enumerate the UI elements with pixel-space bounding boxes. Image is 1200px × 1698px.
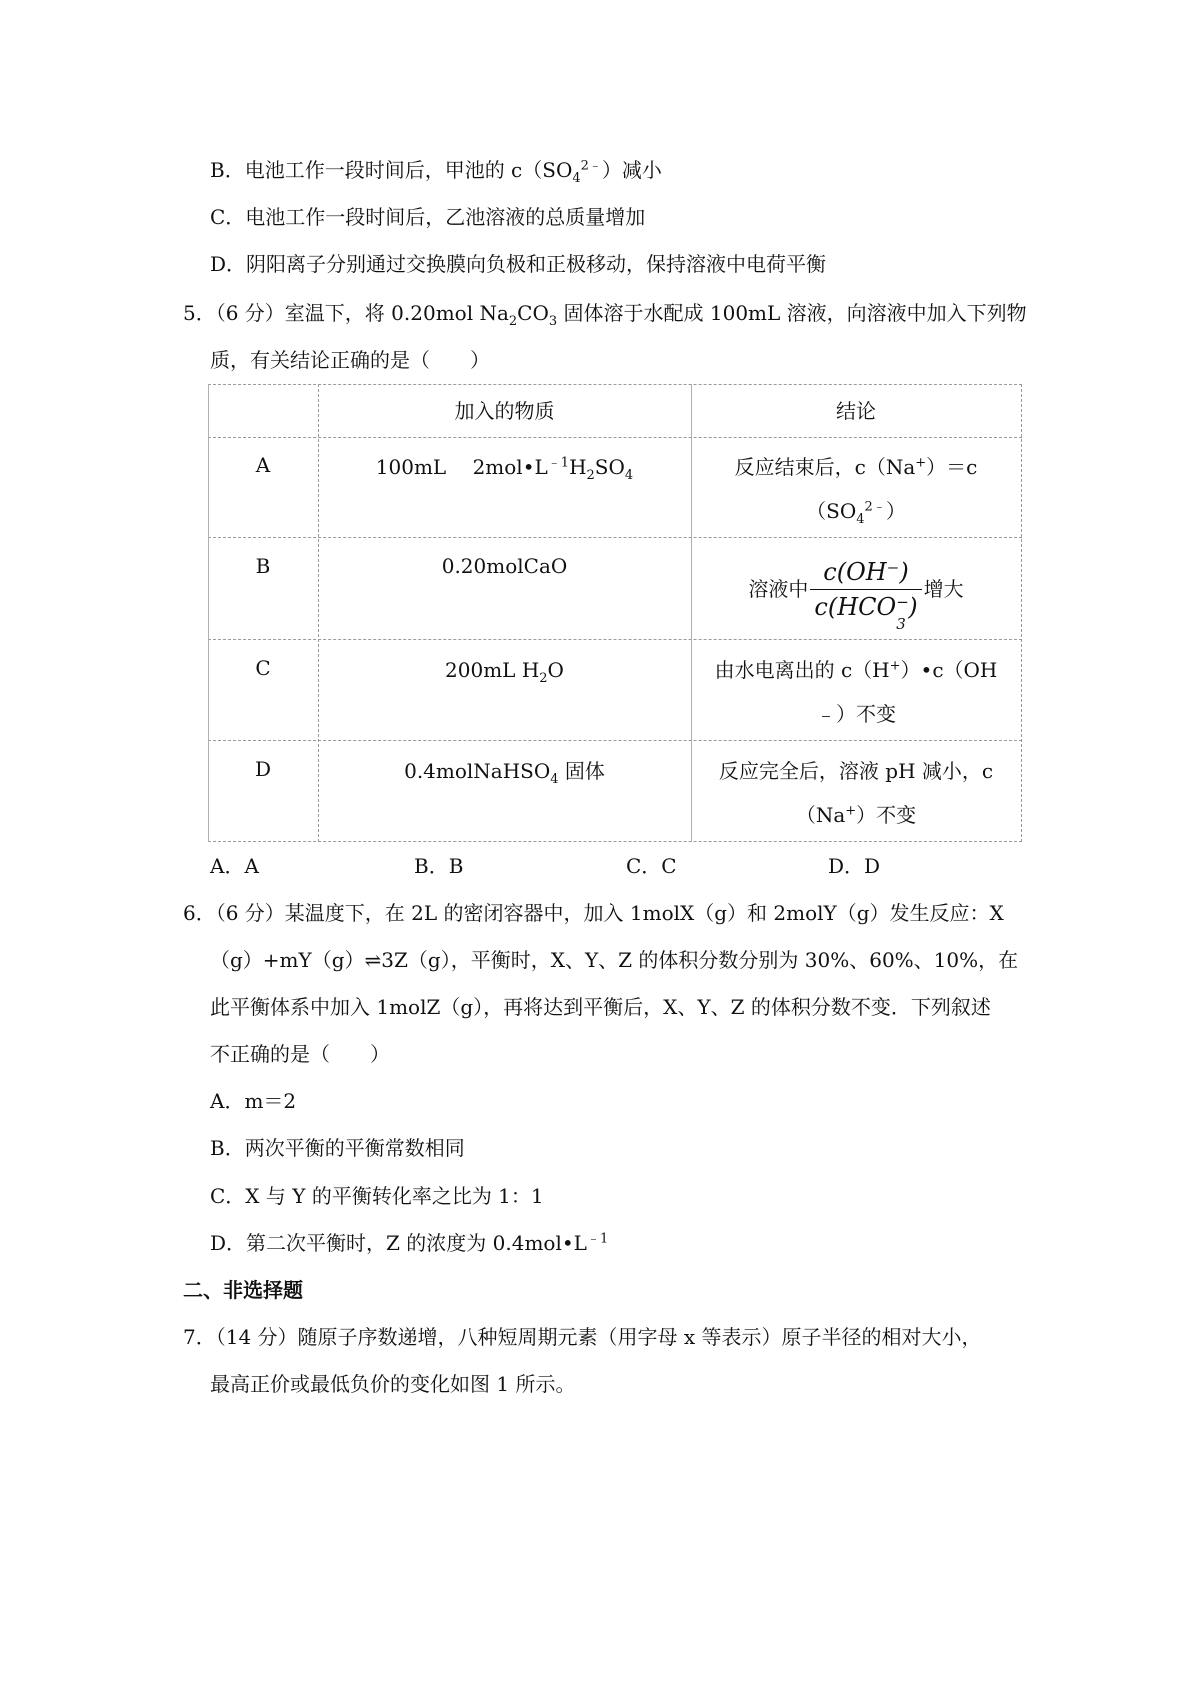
table-border (208, 537, 1022, 538)
subscript: 3 (896, 614, 906, 633)
q5-stem-b: CO (517, 301, 549, 325)
q6-stem-line4: 不正确的是（ ） (210, 1042, 390, 1066)
table-row-label: C (255, 656, 271, 680)
q5-table (208, 384, 1022, 842)
table-cell-substance: 0.20molCaO (441, 554, 568, 578)
substance-text: 100mL 2mol•L (375, 455, 548, 479)
conclusion-text: （SO (806, 499, 857, 523)
conclusion-text: 溶液中 (748, 577, 809, 601)
conclusion-text: ）＝c (926, 455, 978, 479)
table-cell-conclusion (691, 544, 1021, 634)
q6-option-d (210, 1229, 608, 1257)
subscript: 3 (548, 314, 558, 329)
superscript: + (915, 455, 927, 471)
table-cell-conclusion-line2 (691, 497, 1021, 525)
subscript: 4 (550, 772, 559, 787)
superscript: + (889, 658, 901, 674)
table-row-label: D (254, 757, 272, 781)
q4-option-b (210, 156, 662, 184)
table-row-label: B (255, 554, 271, 578)
subscript: 2 (508, 314, 518, 329)
q5-stem-a: 5．（6 分）室温下，将 0.20mol Na (183, 301, 509, 325)
substance-text: H (569, 455, 587, 479)
table-border (208, 437, 1022, 438)
substance-text: 固体 (558, 759, 605, 783)
q6-option-a: A．m＝2 (210, 1089, 297, 1113)
superscript: ﹣1 (586, 1231, 609, 1247)
ratio-fraction (810, 555, 921, 633)
q5-choice-c: C．C (626, 854, 677, 878)
substance-text: 0.4molNaHSO (404, 759, 551, 783)
q5-stem-line1 (183, 299, 1027, 327)
table-border (208, 384, 1022, 385)
q4-option-d: D．阴阳离子分别通过交换膜向负极和正极移动，保持溶液中电荷平衡 (210, 252, 827, 276)
q6-stem-line2: （g）+mY（g）⇌3Z（g），平衡时，X、Y、Z 的体积分数分别为 30%、60%、10%，在 (210, 948, 1019, 972)
denominator-text: c(HCO (814, 592, 897, 621)
q6-option-d-text: D．第二次平衡时，Z 的浓度为 0.4mol•L (210, 1231, 587, 1255)
subscript: 2 (586, 468, 595, 483)
table-header-substance: 加入的物质 (454, 399, 555, 423)
q7-stem-line2: 最高正价或最低负价的变化如图 1 所示。 (210, 1372, 576, 1396)
table-border (208, 740, 1022, 741)
substance-text: O (547, 658, 564, 682)
table-cell-substance (318, 453, 691, 481)
table-border (1021, 384, 1022, 842)
sub-sup-stack (896, 592, 909, 633)
superscript: 2﹣ (864, 499, 886, 515)
conclusion-text: 反应结束后，c（Na (734, 455, 916, 479)
conclusion-text: 由水电离出的 c（H (714, 658, 890, 682)
table-cell-conclusion: 反应完全后，溶液 pH 减小，c (718, 759, 994, 783)
table-cell-substance (318, 656, 691, 684)
superscript: − (896, 592, 909, 611)
q5-stem-line2: 质，有关结论正确的是（ ） (210, 348, 490, 372)
substance-text: 200mL H (445, 658, 540, 682)
q6-stem-line1: 6．（6 分）某温度下，在 2L 的密闭容器中，加入 1molX（g）和 2molY（g）发生反应：X (183, 901, 1004, 925)
conclusion-text: 增大 (923, 577, 964, 601)
denominator-text: ) (908, 592, 918, 621)
q4-option-c: C．电池工作一段时间后，乙池溶液的总质量增加 (210, 205, 646, 229)
q5-stem-c: 固体溶于水配成 100mL 溶液，向溶液中加入下列物 (557, 301, 1027, 325)
table-cell-conclusion-line2: ﹣）不变 (816, 702, 896, 726)
conclusion-text: ）不变 (856, 803, 917, 827)
q5-choice-a: A．A (210, 854, 259, 878)
q6-option-c: C．X 与 Y 的平衡转化率之比为 1：1 (210, 1184, 544, 1208)
q5-choice-d: D．D (828, 854, 881, 878)
subscript: 4 (572, 171, 581, 186)
superscript: + (845, 803, 857, 819)
table-cell-conclusion (691, 453, 1021, 481)
q6-option-b: B．两次平衡的平衡常数相同 (210, 1136, 465, 1160)
q4-option-b-tail: ）减小 (601, 158, 662, 182)
table-header-conclusion: 结论 (836, 399, 876, 423)
q6-stem-line3: 此平衡体系中加入 1molZ（g），再将达到平衡后，X、Y、Z 的体积分数不变．下列叙述 (210, 995, 991, 1019)
superscript: ﹣1 (547, 455, 570, 471)
subscript: 2 (539, 671, 548, 686)
conclusion-text: （Na (795, 803, 846, 827)
section-heading: 二、非选择题 (183, 1278, 303, 1302)
subscript: 4 (624, 468, 634, 483)
table-border (208, 841, 1022, 842)
q4-option-b-text: B．电池工作一段时间后，甲池的 c（SO (210, 158, 573, 182)
table-row-label: A (255, 453, 271, 477)
conclusion-text: ）•c（OH (900, 658, 998, 682)
fraction-numerator: c(OH⁻) (823, 557, 909, 586)
fraction-denominator (810, 590, 921, 633)
table-cell-conclusion-line2 (691, 801, 1021, 829)
table-cell-conclusion (691, 656, 1021, 684)
table-cell-substance (318, 757, 691, 785)
q7-stem-line1: 7．（14 分）随原子序数递增，八种短周期元素（用字母 x 等表示）原子半径的相对大小， (183, 1325, 982, 1349)
substance-text: SO (594, 455, 625, 479)
superscript: 2﹣ (580, 158, 602, 174)
conclusion-text: ） (885, 499, 906, 523)
subscript: 4 (856, 512, 865, 527)
q5-choice-b: B．B (414, 854, 464, 878)
